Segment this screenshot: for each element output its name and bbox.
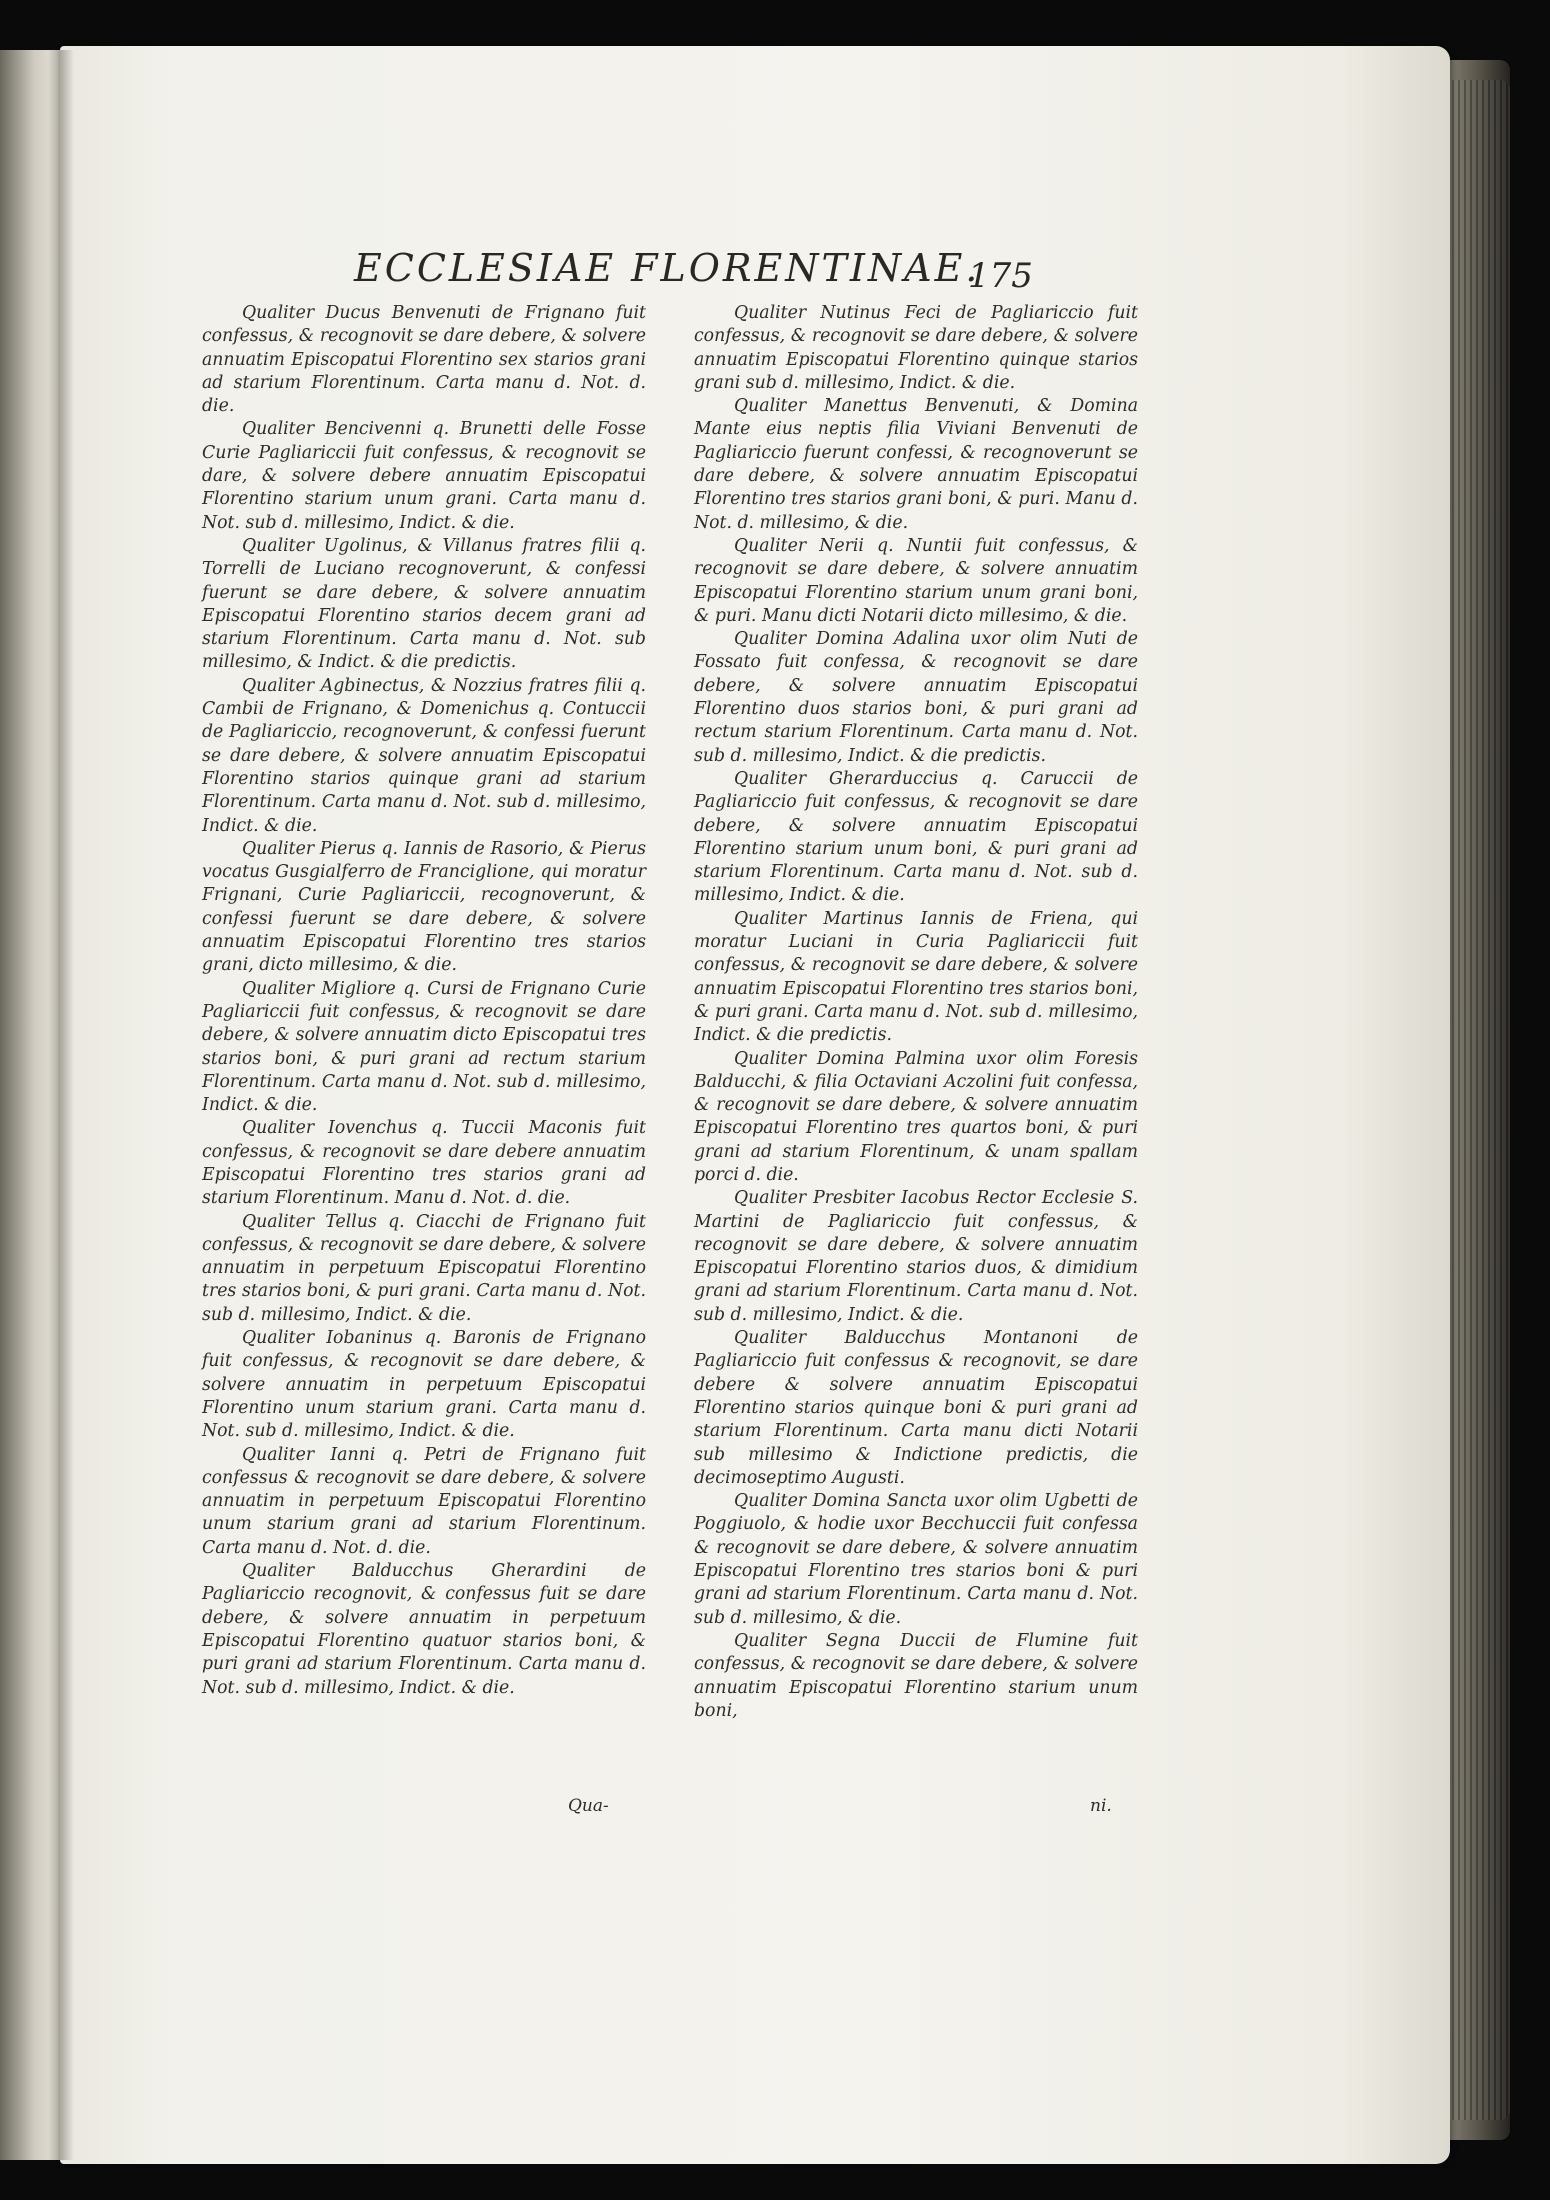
entry: Qualiter Ugolinus, & Villanus fratres filii q. Torrelli de Luciano recognoverunt, & confessi fuerunt se dare debere, & solvere annuatim Episcopatui Florentino starios decem grani ad starium Florentinum. Carta manu d. Not. sub millesimo, & Indict. & die predictis.	[202, 535, 646, 673]
catchword-left: Qua-	[568, 1796, 609, 1816]
entry: Qualiter Martinus Iannis de Friena, qui moratur Luciani in Curia Pagliariccii fuit confessus, & recognovit se dare debere, & solvere annuatim Episcopatui Florentino tres starios boni, & puri grani. Carta manu d. Not. sub d. millesimo, Indict. & die predictis.	[694, 908, 1138, 1046]
left-column	[202, 302, 646, 1700]
entry: Qualiter Segna Duccii de Flumine fuit confessus, & recognovit se dare debere, & solvere annuatim Episcopatui Florentino starium unum boni,	[694, 1630, 1138, 1721]
running-head: ECCLESIAE FLORENTINAE.	[354, 246, 981, 290]
catchword-right: ni.	[1090, 1796, 1112, 1816]
entry: Qualiter Balducchus Gherardini de Pagliariccio recognovit, & confessus fuit se dare debere, & solvere annuatim in perpetuum Episcopatui Florentino quatuor starios boni, & puri grani ad starium Florentinum. Carta manu d. Not. sub d. millesimo, Indict. & die.	[202, 1561, 646, 1698]
entry: Qualiter Manettus Benvenuti, & Domina Mante eius neptis filia Viviani Benvenuti de Pagliariccio fuerunt confessi, & recognoverunt se dare debere, & solvere annuatim Episcopatui Florentino tres starios grani boni, & puri. Manu d. Not. d. millesimo, & die.	[694, 396, 1138, 533]
entry: Qualiter Pierus q. Iannis de Rasorio, & Pierus vocatus Gusgialferro de Franciglione, qui moratur Frignani, Curie Pagliariccii, recognoverunt, & confessi fuerunt se dare debere, & solvere annuatim Episcopatui Florentino tres starios grani, dicto millesimo, & die.	[202, 838, 646, 976]
spine-shadow	[48, 50, 74, 2160]
entry: Qualiter Presbiter Iacobus Rector Ecclesie S. Martini de Pagliariccio fuit confessus, & recognovit se dare debere, & solvere annuatim Episcopatui Florentino starios duos, & dimidium grani ad starium Florentinum. Carta manu d. Not. sub d. millesimo, Indict. & die.	[694, 1188, 1138, 1325]
entry: Qualiter Domina Palmina uxor olim Foresis Balducchi, & filia Octaviani Aczolini fuit confessa, & recognovit se dare debere, & solvere annuatim Episcopatui Florentino tres quartos boni, & puri grani ad starium Florentinum, & unam spallam porci d. die.	[694, 1048, 1138, 1185]
entry: Qualiter Migliore q. Cursi de Frignano Curie Pagliariccii fuit confessus, & recognovit se dare debere, & solvere annuatim dicto Episcopatui tres starios boni, & puri grani ad rectum starium Florentinum. Carta manu d. Not. sub d. millesimo, Indict. & die.	[202, 978, 646, 1116]
entry: Qualiter Domina Sancta uxor olim Ugbetti de Poggiuolo, & hodie uxor Becchuccii fuit confessa & recognovit se dare debere, & solvere annuatim Episcopatui Florentino tres starios boni & puri grani ad starium Florentinum. Carta manu d. Not. sub d. millesimo, & die.	[694, 1491, 1138, 1628]
entry: Qualiter Tellus q. Ciacchi de Frignano fuit confessus, & recognovit se dare debere, & solvere annuatim in perpetuum Episcopatui Florentino tres starios boni, & puri grani. Carta manu d. Not. sub d. millesimo, Indict. & die.	[202, 1211, 646, 1325]
entry: Qualiter Nerii q. Nuntii fuit confessus, & recognovit se dare debere, & solvere annuatim Episcopatui Florentino starium unum grani boni, & puri. Manu dicti Notarii dicto millesimo, & die.	[694, 535, 1138, 626]
entry: Qualiter Ianni q. Petri de Frignano fuit confessus & recognovit se dare debere, & solvere annuatim in perpetuum Episcopatui Florentino unum starium grani ad starium Florentinum. Carta manu d. Not. d. die.	[202, 1444, 646, 1558]
entry: Qualiter Nutinus Feci de Pagliariccio fuit confessus, & recognovit se dare debere, & solvere annuatim Episcopatui Florentino quinque starios grani sub d. millesimo, Indict. & die.	[694, 303, 1138, 393]
entry: Qualiter Iovenchus q. Tuccii Maconis fuit confessus, & recognovit se dare debere annuatim Episcopatui Florentino tres starios grani ad starium Florentinum. Manu d. Not. d. die.	[202, 1118, 646, 1209]
entry: Qualiter Balducchus Montanoni de Pagliariccio fuit confessus & recognovit, se dare debere & solvere annuatim Episcopatui Florentino starios quinque boni & puri grani ad starium Florentinum. Carta manu dicti Notarii sub millesimo & Indictione predictis, die decimoseptimo Augusti.	[694, 1328, 1138, 1488]
entry: Qualiter Iobaninus q. Baronis de Frignano fuit confessus, & recognovit se dare debere, & solvere annuatim in perpetuum Episcopatui Florentino unum starium grani. Carta manu d. Not. sub d. millesimo, Indict. & die.	[202, 1328, 646, 1442]
right-column	[694, 302, 1138, 1723]
entry: Qualiter Gherarduccius q. Caruccii de Pagliariccio fuit confessus, & recognovit se dare debere, & solvere annuatim Episcopatui Florentino starium unum boni, & puri grani ad starium Florentinum. Carta manu d. Not. sub d. millesimo, Indict. & die.	[694, 768, 1138, 906]
page-stack-lines	[1440, 80, 1510, 2120]
page-number: 175	[968, 256, 1033, 296]
entry: Qualiter Agbinectus, & Nozzius fratres filii q. Cambii de Frignano, & Domenichus q. Contuccii de Pagliariccio, recognoverunt, & confessi fuerunt se dare debere, & solvere annuatim Episcopatui Florentino starios quinque grani ad starium Florentinum. Carta manu d. Not. sub d. millesimo, Indict. & die.	[202, 675, 646, 836]
entry: Qualiter Domina Adalina uxor olim Nuti de Fossato fuit confessa, & recognovit se dare debere, & solvere annuatim Episcopatui Florentino duos starios boni, & puri grani ad rectum starium Florentinum. Carta manu d. Not. sub d. millesimo, Indict. & die predictis.	[694, 629, 1138, 766]
entry: Qualiter Ducus Benvenuti de Frignano fuit confessus, & recognovit se dare debere, & solvere annuatim Episcopatui Florentino sex starios grani ad starium Florentinum. Carta manu d. Not. d. die.	[202, 303, 646, 417]
entry: Qualiter Bencivenni q. Brunetti delle Fosse Curie Pagliariccii fuit confessus, & recognovit se dare, & solvere debere annuatim Episcopatui Florentino starium unum grani. Carta manu d. Not. sub d. millesimo, Indict. & die.	[202, 419, 646, 533]
